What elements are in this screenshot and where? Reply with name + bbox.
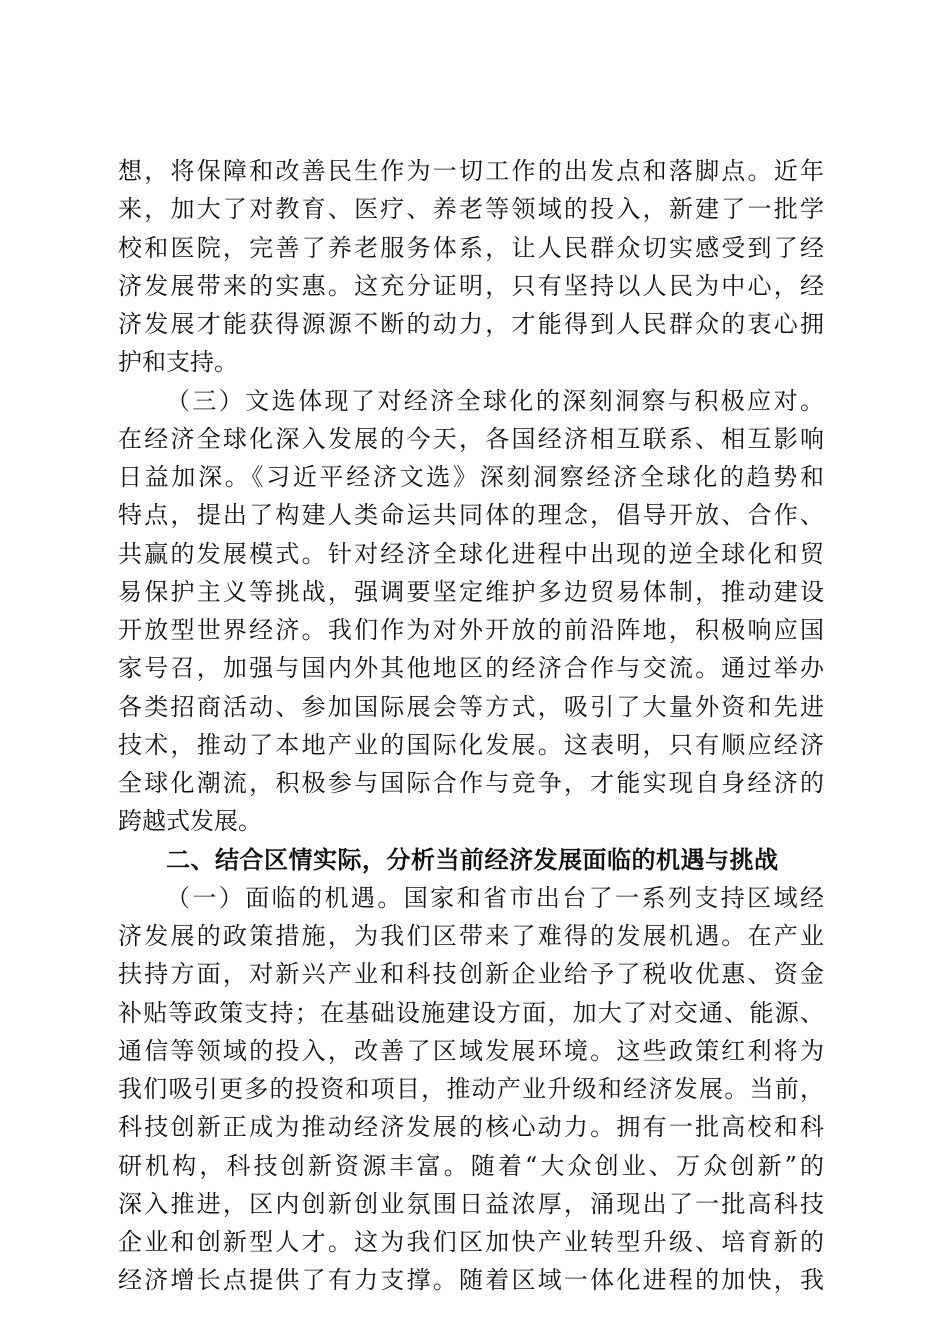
body-line: 开放型世界经济。我们作为对外开放的前沿阵地，积极响应国 bbox=[118, 616, 824, 644]
subheading-line: （三）文选体现了对经济全球化的深刻洞察与积极应对。 bbox=[166, 386, 824, 415]
body-line: 各类招商活动、参加国际展会等方式，吸引了大量外资和先进 bbox=[118, 692, 824, 721]
body-line: 科技创新正成为推动经济发展的核心动力。拥有一批高校和科 bbox=[118, 1113, 824, 1142]
body-line: 济发展才能获得源源不断的动力，才能得到人民群众的衷心拥 bbox=[118, 310, 824, 338]
body-line: 共赢的发展模式。针对经济全球化进程中出现的逆全球化和贸 bbox=[118, 539, 824, 568]
body-line: 易保护主义等挑战，强调要坚定维护多边贸易体制，推动建设 bbox=[118, 577, 824, 606]
document-page bbox=[118, 152, 824, 1300]
body-line: 济发展带来的实惠。这充分证明，只有坚持以人民为中心，经 bbox=[118, 271, 824, 300]
body-line: 跨越式发展。 bbox=[118, 807, 262, 836]
body-line: 全球化潮流，积极参与国际合作与竞争，才能实现自身经济的 bbox=[118, 769, 824, 797]
body-line: 家号召，加强与国内外其他地区的经济合作与交流。通过举办 bbox=[118, 654, 824, 683]
body-line: 技术，推动了本地产业的国际化发展。这表明，只有顺应经济 bbox=[118, 730, 824, 759]
body-line: 校和医院，完善了养老服务体系，让人民群众切实感受到了经 bbox=[118, 233, 824, 262]
body-line: 来，加大了对教育、医疗、养老等领域的投入，新建了一批学 bbox=[118, 195, 824, 224]
body-line: 经济增长点提供了有力支撑。随着区域一体化进程的加快，我 bbox=[118, 1266, 824, 1295]
body-line: 补贴等政策支持；在基础设施建设方面，加大了对交通、能源、 bbox=[118, 998, 824, 1027]
body-line: 护和支持。 bbox=[118, 348, 238, 377]
subheading-line: （一）面临的机遇。国家和省市出台了一系列支持区域经 bbox=[166, 883, 824, 912]
body-line: 日益加深。《习近平经济文选》深刻洞察经济全球化的趋势和 bbox=[118, 463, 824, 491]
body-line: 特点，提出了构建人类命运共同体的理念，倡导开放、合作、 bbox=[118, 501, 824, 530]
body-line: 想，将保障和改善民生作为一切工作的出发点和落脚点。近年 bbox=[118, 157, 824, 185]
body-line: 企业和创新型人才。这为我们区加快产业转型升级、培育新的 bbox=[118, 1228, 824, 1256]
body-line: 在经济全球化深入发展的今天，各国经济相互联系、相互影响 bbox=[118, 424, 824, 453]
body-line: 扶持方面，对新兴产业和科技创新企业给予了税收优惠、资金 bbox=[118, 960, 824, 989]
body-line: 济发展的政策措施，为我们区带来了难得的发展机遇。在产业 bbox=[118, 922, 824, 950]
body-line: 深入推进，区内创新创业氛围日益浓厚，涌现出了一批高科技 bbox=[118, 1189, 824, 1218]
section-heading: 二、结合区情实际，分析当前经济发展面临的机遇与挑战 bbox=[166, 845, 779, 874]
body-line: 研机构，科技创新资源丰富。随着“大众创业、万众创新”的 bbox=[118, 1151, 824, 1180]
body-line: 我们吸引更多的投资和项目，推动产业升级和经济发展。当前， bbox=[118, 1075, 824, 1103]
body-line: 通信等领域的投入，改善了区域发展环境。这些政策红利将为 bbox=[118, 1036, 824, 1065]
